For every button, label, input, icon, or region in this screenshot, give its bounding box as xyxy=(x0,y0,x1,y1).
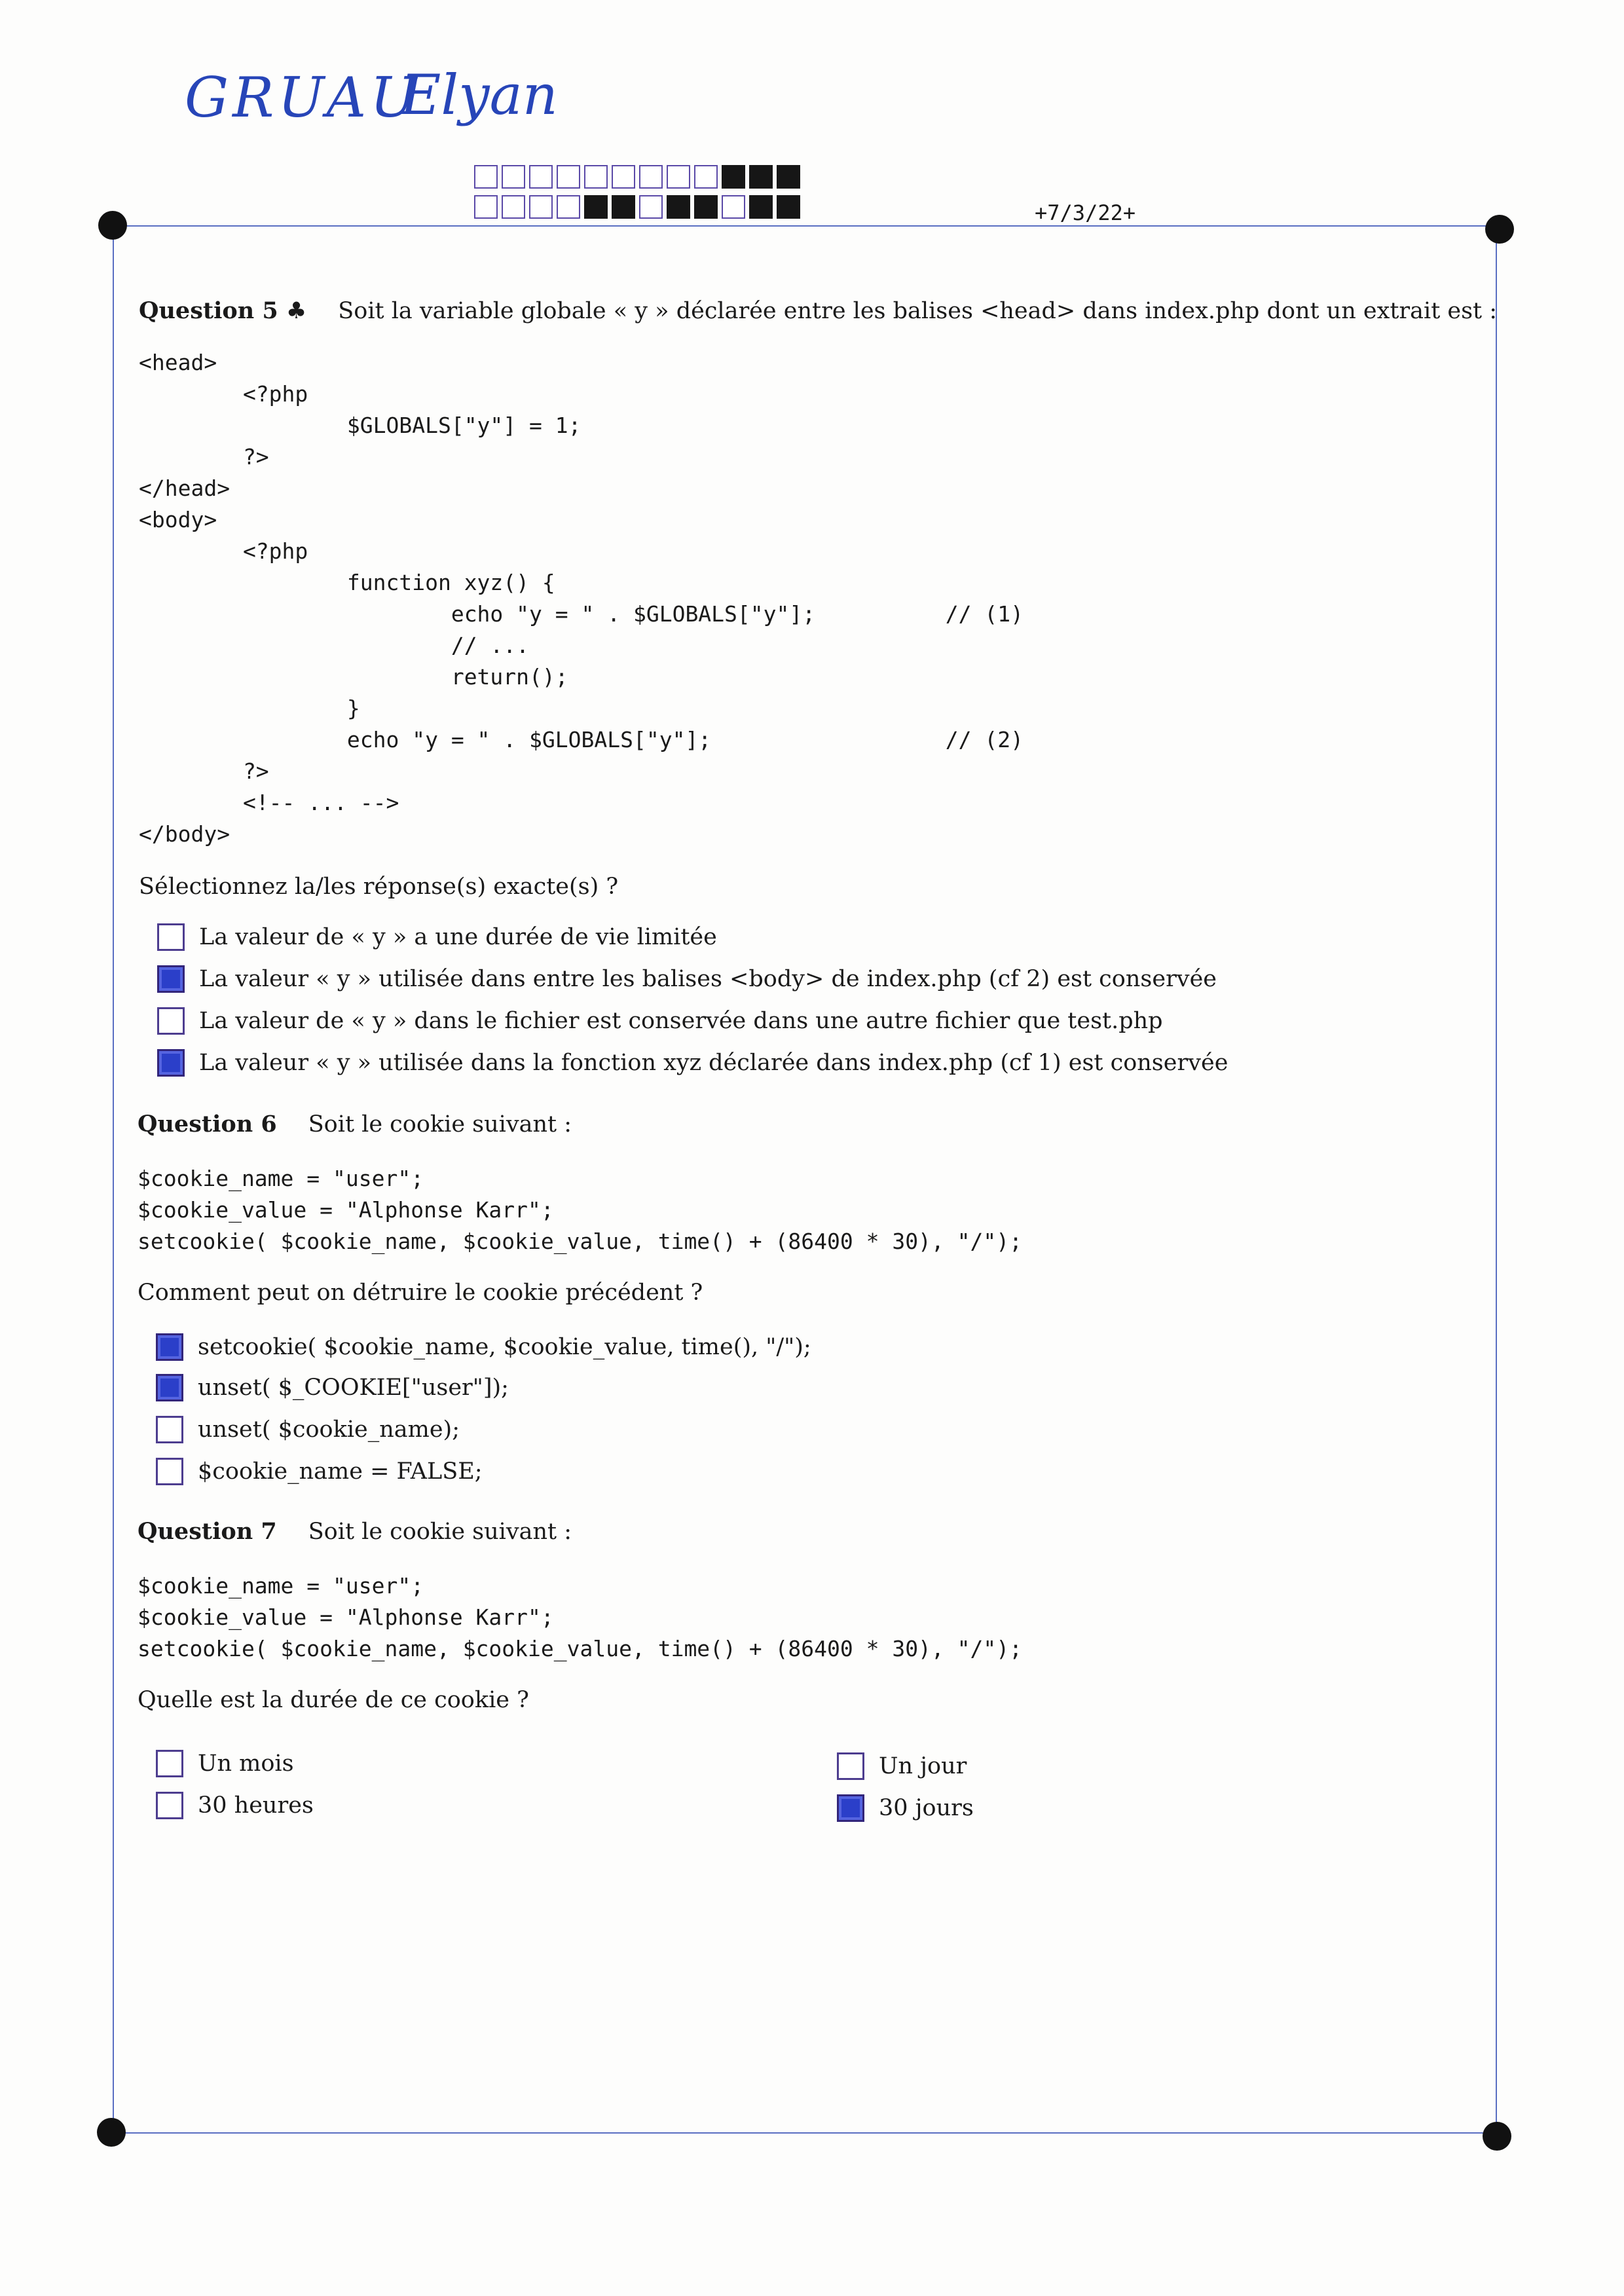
barcode-row1-cell-4 xyxy=(557,165,580,189)
q6-option-3[interactable] xyxy=(156,1416,460,1443)
barcode-row2-cell-10 xyxy=(722,195,745,219)
student-first-name: Elyan xyxy=(401,63,558,127)
barcode-row1-cell-8 xyxy=(667,165,690,189)
corner-mark-bottom-right xyxy=(1483,2122,1511,2151)
frame-bottom xyxy=(111,2132,1497,2134)
q5-option-3[interactable] xyxy=(157,1007,1163,1035)
barcode-row-1 xyxy=(474,165,800,189)
q7-option-2-label: 30 heures xyxy=(198,1792,314,1819)
barcode-row2-cell-7 xyxy=(639,195,663,219)
q5-label: Question 5 ♣ xyxy=(139,297,307,324)
barcode-row1-cell-1 xyxy=(474,165,498,189)
q6-heading xyxy=(138,1111,572,1138)
q5-option-2-label: La valeur « y » utilisée dans entre les balises <body> de index.php (cf 2) est conservée xyxy=(199,966,1217,992)
barcode-row2-cell-11 xyxy=(749,195,773,219)
barcode-row2-cell-2 xyxy=(502,195,525,219)
q7-intro: Soit le cookie suivant : xyxy=(308,1519,572,1545)
barcode-row1-cell-6 xyxy=(612,165,635,189)
q6-option-1[interactable] xyxy=(156,1333,811,1361)
barcode-row2-cell-12 xyxy=(777,195,800,219)
q6-option-3-checkbox[interactable] xyxy=(156,1416,183,1443)
q6-option-2-label: unset( $_COOKIE["user"]); xyxy=(198,1375,509,1401)
q7-label: Question 7 xyxy=(138,1518,277,1545)
corner-mark-top-right xyxy=(1485,215,1514,244)
barcode-row2-cell-4 xyxy=(557,195,580,219)
barcode-row1-cell-11 xyxy=(749,165,773,189)
q5-option-2-checkbox[interactable] xyxy=(157,965,185,993)
barcode-row1-cell-9 xyxy=(694,165,718,189)
q6-option-4-checkbox[interactable] xyxy=(156,1458,183,1485)
q5-heading xyxy=(139,297,1497,324)
q7-option-1-label: Un mois xyxy=(198,1750,294,1777)
q5-option-4-label: La valeur « y » utilisée dans la fonction xyz déclarée dans index.php (cf 1) est conservée xyxy=(199,1050,1228,1076)
barcode-row2-cell-8 xyxy=(667,195,690,219)
barcode-row1-cell-3 xyxy=(529,165,553,189)
q7-prompt: Quelle est la durée de ce cookie ? xyxy=(138,1687,529,1713)
frame-left xyxy=(113,225,114,2132)
q6-code: $cookie_name = "user"; $cookie_value = "Alphonse Karr"; setcookie( $cookie_name, $cookie_value, time() + (86400 * 30), "/"); xyxy=(138,1166,1023,1254)
barcode-row2-cell-5 xyxy=(584,195,608,219)
q7-option-1-checkbox[interactable] xyxy=(156,1750,183,1777)
barcode-row1-cell-5 xyxy=(584,165,608,189)
barcode-row2-cell-6 xyxy=(612,195,635,219)
q5-intro: Soit la variable globale « y » déclarée entre les balises <head> dans index.php dont un extrait est : xyxy=(338,298,1498,324)
q7-option-3-checkbox[interactable] xyxy=(837,1752,864,1780)
frame-top xyxy=(111,225,1497,227)
q5-option-2[interactable] xyxy=(157,965,1217,993)
q7-code: $cookie_name = "user"; $cookie_value = "Alphonse Karr"; setcookie( $cookie_name, $cookie_value, time() + (86400 * 30), "/"); xyxy=(138,1573,1023,1661)
frame-right xyxy=(1496,229,1497,2134)
q5-option-1[interactable] xyxy=(157,923,717,951)
q5-option-1-label: La valeur de « y » a une durée de vie limitée xyxy=(199,924,717,950)
q7-option-4-checkbox[interactable] xyxy=(837,1794,864,1822)
q6-option-1-checkbox[interactable] xyxy=(156,1333,183,1361)
q5-option-4-checkbox[interactable] xyxy=(157,1049,185,1077)
q5-option-3-checkbox[interactable] xyxy=(157,1007,185,1035)
q6-option-2[interactable] xyxy=(156,1374,509,1401)
q5-option-4[interactable] xyxy=(157,1049,1228,1077)
barcode-row1-cell-2 xyxy=(502,165,525,189)
q7-option-3[interactable] xyxy=(837,1752,967,1780)
q7-option-2[interactable] xyxy=(156,1792,314,1819)
barcode-row1-cell-10 xyxy=(722,165,745,189)
q6-option-4[interactable] xyxy=(156,1458,483,1485)
barcode-row-2 xyxy=(474,195,800,219)
barcode-row2-cell-1 xyxy=(474,195,498,219)
q7-option-4[interactable] xyxy=(837,1794,974,1822)
q6-intro: Soit le cookie suivant : xyxy=(308,1111,572,1138)
barcode-row2-cell-3 xyxy=(529,195,553,219)
q6-option-4-label: $cookie_name = FALSE; xyxy=(198,1458,483,1485)
q6-option-1-label: setcookie( $cookie_name, $cookie_value, time(), "/"); xyxy=(198,1334,811,1360)
q5-code: <head> <?php $GLOBALS["y"] = 1; ?> </head> <body> <?php function xyz() { echo "y = " . $GLOBALS["y"]; // (1) // ... return(); } echo "y = " . $GLOBALS["y"]; // (2) ?> <!-- ... --> </body> xyxy=(139,350,1024,847)
q7-option-1[interactable] xyxy=(156,1750,294,1777)
barcode-row1-cell-7 xyxy=(639,165,663,189)
q5-option-1-checkbox[interactable] xyxy=(157,923,185,951)
q5-option-3-label: La valeur de « y » dans le fichier est conservée dans une autre fichier que test.php xyxy=(199,1008,1163,1034)
q6-option-3-label: unset( $cookie_name); xyxy=(198,1416,460,1443)
corner-mark-bottom-left xyxy=(97,2118,126,2147)
q7-option-2-checkbox[interactable] xyxy=(156,1792,183,1819)
barcode-row1-cell-12 xyxy=(777,165,800,189)
barcode-row2-cell-9 xyxy=(694,195,718,219)
student-last-name: GRUAU xyxy=(185,65,421,130)
q6-prompt: Comment peut on détruire le cookie précédent ? xyxy=(138,1280,703,1306)
page-code: +7/3/22+ xyxy=(1035,200,1136,225)
q5-prompt: Sélectionnez la/les réponse(s) exacte(s) ? xyxy=(139,874,619,900)
q6-label: Question 6 xyxy=(138,1111,277,1138)
q7-heading xyxy=(138,1518,572,1545)
q7-option-3-label: Un jour xyxy=(879,1753,967,1779)
q7-option-4-label: 30 jours xyxy=(879,1795,974,1821)
corner-mark-top-left xyxy=(98,211,127,240)
q6-option-2-checkbox[interactable] xyxy=(156,1374,183,1401)
